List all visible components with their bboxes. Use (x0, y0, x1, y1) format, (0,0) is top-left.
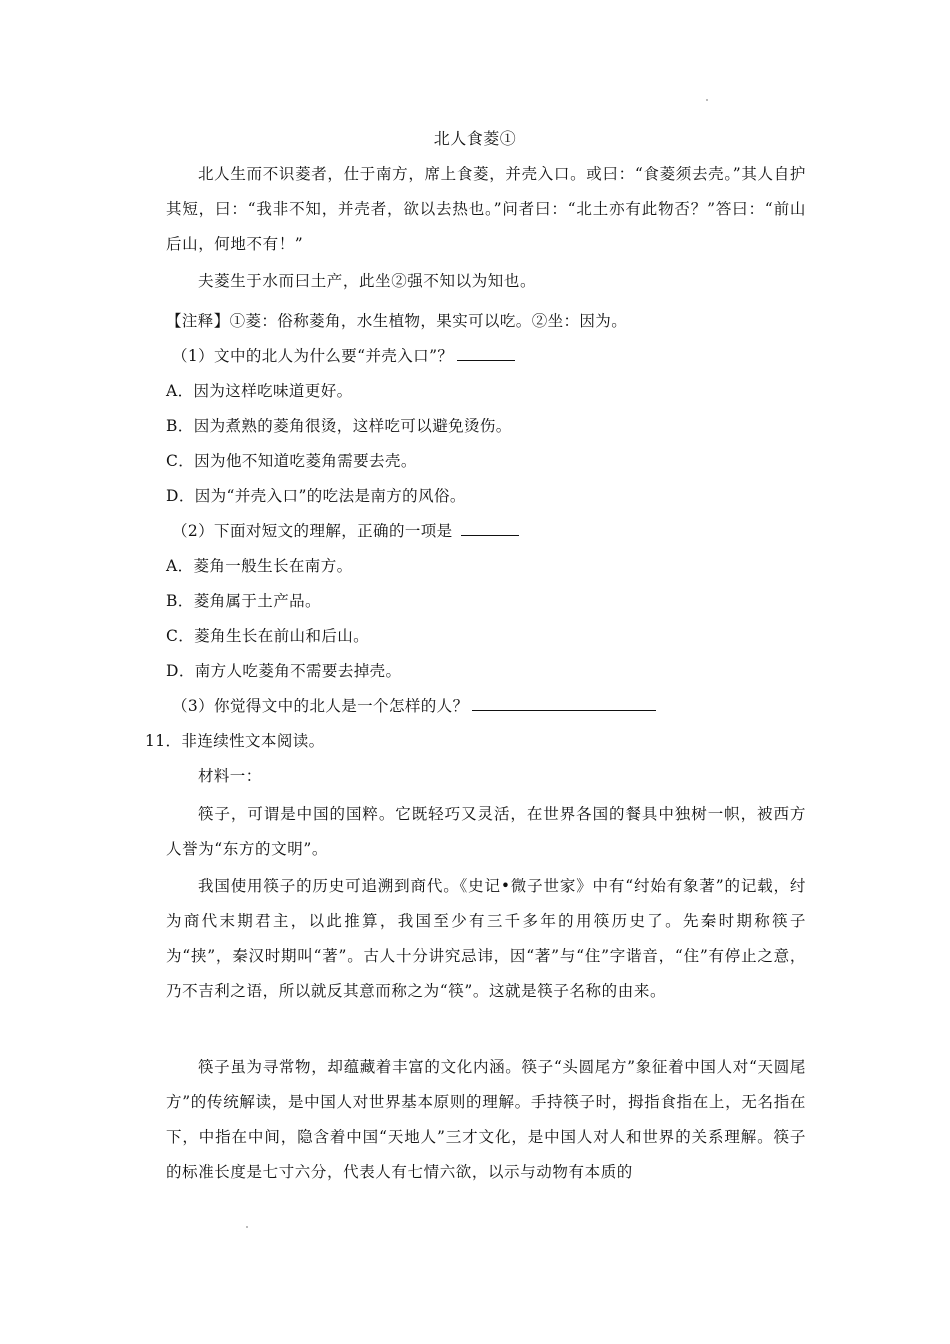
material-label: 材料一： (198, 767, 262, 785)
question-2-option-b: B．菱角属于土产品。 (166, 592, 321, 610)
material-paragraph-1: 筷子，可谓是中国的国粹。它既轻巧又灵活，在世界各国的餐具中独树一帜，被西方人誉为“东方的文明”。 (166, 805, 806, 858)
section-11-heading: 11．非连续性文本阅读。 (145, 732, 325, 750)
question-1-option-d: D．因为“并壳入口”的吃法是南方的风俗。 (166, 487, 466, 505)
question-1-stem (172, 344, 515, 366)
question-2-stem (172, 519, 519, 541)
material-paragraph-3: 筷子虽为寻常物，却蕴藏着丰富的文化内涵。筷子“头圆尾方”象征着中国人对“天圆尾方”的传统解读，是中国人对世界基本原则的理解。手持筷子时，拇指食指在上，无名指在下，中指在中间，隐含着中国“天地人”三才文化，是中国人对人和世界的关系理解。筷子的标准长度是七寸六分，代表人有七情六欲，以示与动物有本质的 (166, 1058, 806, 1181)
question-2-option-d: D．南方人吃菱角不需要去掉壳。 (166, 662, 402, 680)
question-1-option-a: A．因为这样吃味道更好。 (166, 382, 353, 400)
question-1-text: （1）文中的北人为什么要“并壳入口”？ (172, 347, 454, 365)
passage-paragraph-1: 北人生而不识菱者，仕于南方，席上食菱，并壳入口。或曰：“食菱须去壳。”其人自护其短，曰：“我非不知，并壳者，欲以去热也。”问者曰：“北土亦有此物否？”答曰：“前山后山，何地不有！” (166, 165, 806, 253)
material-paragraph-2: 我国使用筷子的历史可追溯到商代。《史记•微子世家》中有“纣始有象著”的记载，纣为商代末期君主，以此推算，我国至少有三千多年的用筷历史了。先秦时期称筷子为“挟”，秦汉时期叫“著”。古人十分讲究忌讳，因“著”与“住”字谐音，“住”有停止之意，乃不吉利之语，所以就反其意而称之为“筷”。这就是筷子名称的由来。 (166, 877, 806, 1000)
passage-note: 【注释】①菱：俗称菱角，水生植物，果实可以吃。②坐：因为。 (166, 312, 628, 330)
question-3-stem (172, 694, 656, 716)
passage-title: 北人食菱① (433, 129, 517, 148)
answer-blank[interactable] (461, 521, 519, 536)
scan-speck (706, 99, 708, 101)
question-1-option-b: B．因为煮熟的菱角很烫，这样吃可以避免烫伤。 (166, 417, 512, 435)
passage-paragraph-2: 夫菱生于水而曰土产，此坐②强不知以为知也。 (198, 272, 537, 290)
question-1-option-c: C．因为他不知道吃菱角需要去壳。 (166, 452, 417, 470)
scan-speck (246, 1226, 248, 1228)
question-2-option-c: C．菱角生长在前山和后山。 (166, 627, 370, 645)
question-3-text: （3）你觉得文中的北人是一个怎样的人？ (172, 697, 469, 715)
answer-blank[interactable] (472, 696, 656, 711)
question-2-text: （2）下面对短文的理解，正确的一项是 (172, 522, 453, 540)
question-2-option-a: A．菱角一般生长在南方。 (166, 557, 353, 575)
answer-blank[interactable] (457, 346, 515, 361)
